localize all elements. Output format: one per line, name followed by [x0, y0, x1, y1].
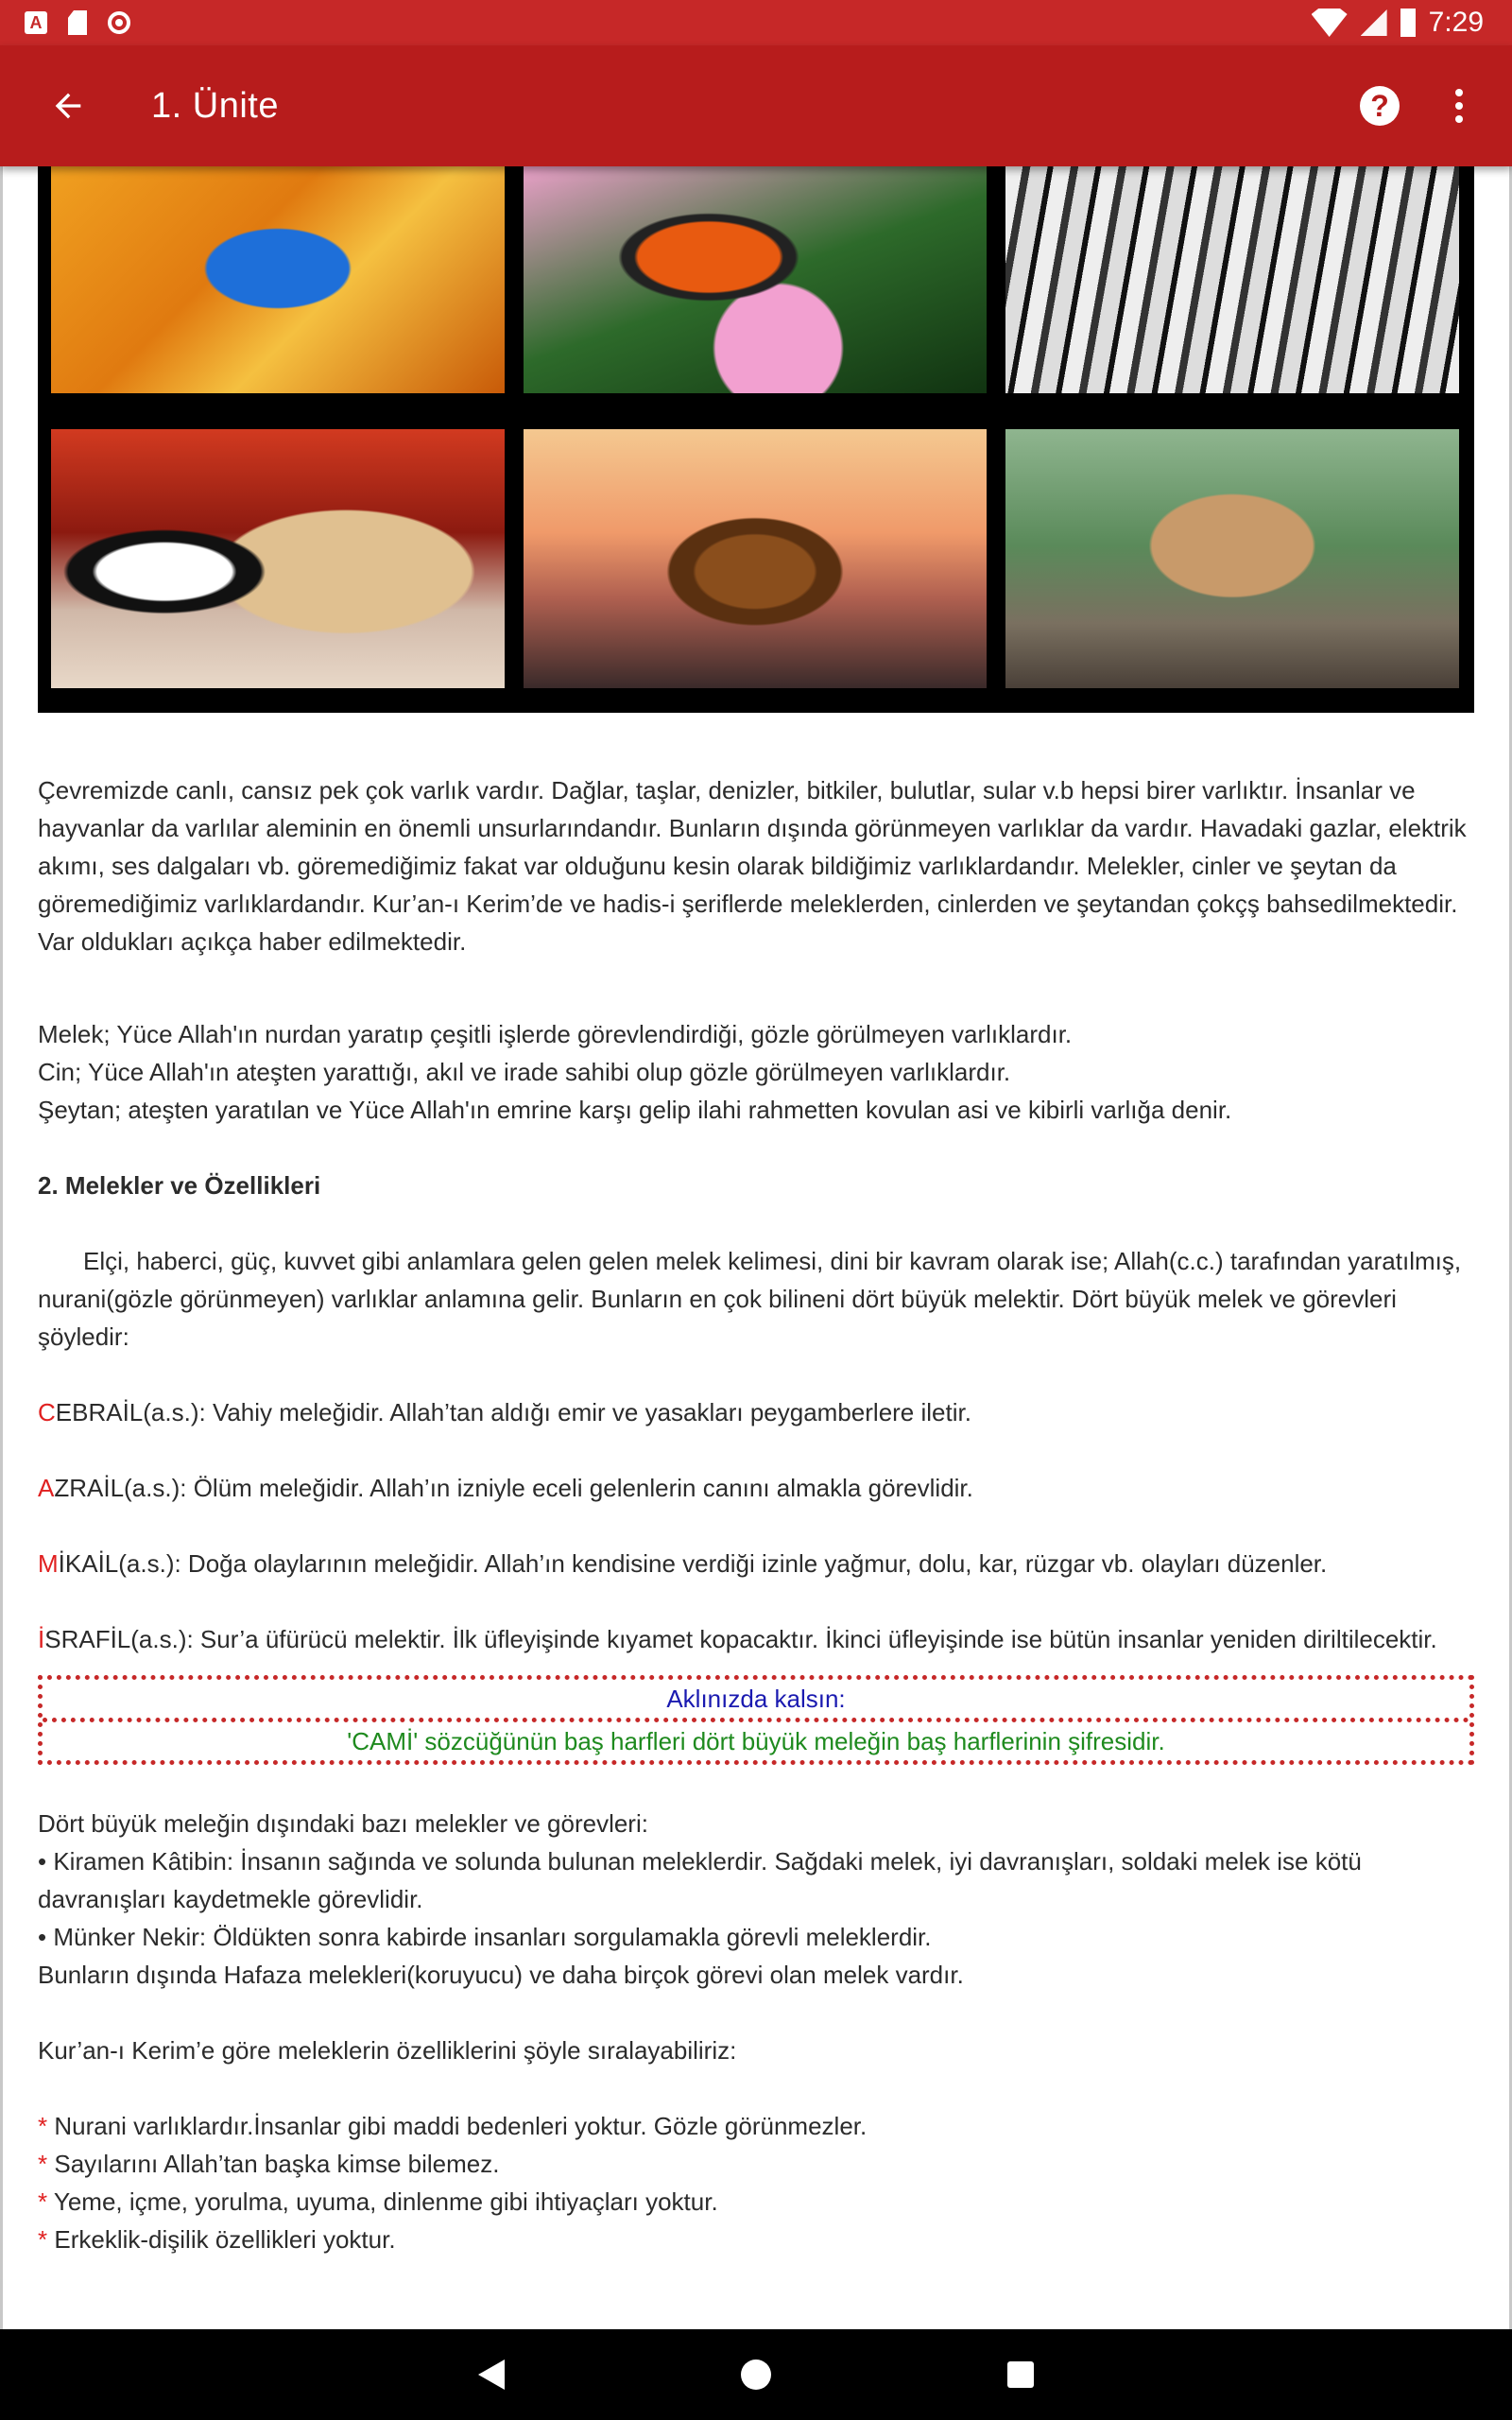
animal-photo-collage [38, 166, 1474, 713]
help-circle-icon: ? [1360, 86, 1400, 126]
status-bar [0, 0, 1512, 45]
article-text [38, 771, 1474, 2258]
help-button[interactable] [1349, 76, 1410, 136]
reminder-title: Aklınızda kalsın: [43, 1680, 1469, 1722]
angel-initial: M [38, 1549, 59, 1578]
other-angels-outro: Bunların dışında Hafaza melekleri(koruyucu) ve daha birçok görevi olan melek vardır. [38, 1961, 964, 1989]
angel-israfil [38, 1620, 1474, 1658]
definition-seytan: Şeytan; ateşten yaratılan ve Yüce Allah'ın emrine karşı gelip ilahi rahmetten kovulan asi ve kibirli varlığa denir. [38, 1096, 1232, 1124]
other-angel-munker-nekir: • Münker Nekir: Öldükten sonra kabirde insanları sorgulamakla görevli meleklerdir. [38, 1923, 932, 1951]
angel-initial: A [38, 1474, 55, 1502]
more-options-button[interactable] [1429, 76, 1489, 136]
feature-item: * Erkeklik-dişilik özellikleri yoktur. [38, 2225, 396, 2254]
puppy-and-kitten-photo [51, 429, 505, 688]
arrow-left-icon [49, 87, 87, 125]
app-bar [0, 45, 1512, 166]
angel-description: ZRAİL(a.s.): Ölüm meleğidir. Allah’ın izniyle eceli gelenlerin canını almakla görevlidir. [54, 1474, 973, 1502]
app-actions [1349, 76, 1512, 136]
feature-item: * Sayılarını Allah’tan başka kimse bilemez. [38, 2150, 500, 2178]
intro-paragraph: Çevremizde canlı, cansız pek çok varlık vardır. Dağlar, taşlar, denizler, bitkiler, bulutlar, sular v.b hepsi birer varlıktır. İnsanlar ve hayvanlar da varlılar aleminin en önemli unsurlarındandır. Bunların dışında görünmeyen varlıklar da vardır. Havadaki gazlar, elektrik akımı, ses dalgaları vb. göremediğimiz fakat var olduğunu kesin olarak bildiğimiz varlıklardandır. Melekler, cinler ve şeytan da göremediğimiz varlıklardandır. Kur’an-ı Kerim’de ve hadis-i şeriflerde meleklerden, cinlerden ve şeytandan çokçş bahsedilmektedir. Var oldukları açıkça haber edilmektedir. [38, 776, 1467, 956]
angel-cebrail [38, 1393, 1474, 1431]
nav-back-icon[interactable] [478, 2360, 505, 2390]
bullet-star-icon: * [38, 2112, 48, 2140]
angel-initial: C [38, 1398, 56, 1426]
features-intro: Kur’an-ı Kerim’e göre meleklerin özelliklerini şöyle sıralayabiliriz: [38, 2036, 737, 2065]
definition-cin: Cin; Yüce Allah'ın ateşten yarattığı, akıl ve irade sahibi olup gözle görülmeyen varlıklardır. [38, 1058, 1011, 1086]
lion-photo [524, 429, 987, 688]
section-title: 2. Melekler ve Özellikleri [38, 1171, 321, 1200]
cell-signal-icon [1361, 9, 1387, 36]
page-title: 1. Ünite [151, 85, 279, 126]
recording-icon [108, 11, 130, 34]
status-left-icons [0, 10, 130, 35]
wifi-icon [1312, 9, 1348, 37]
section-intro: Elçi, haberci, güç, kuvvet gibi anlamlara gelen gelen melek kelimesi, dini bir kavram olarak ise; Allah(c.c.) tarafından yaratılmış, nurani(gözle görünmeyen) varlıklar anlamına gelir. Bunların en çok bilineni dört büyük melektir. Dört büyük melek ve görevleri şöyledir: [38, 1247, 1462, 1351]
angel-description: SRAFİL(a.s.): Sur’a üfürücü melektir. İlk üfleyişinde kıyamet kopacaktır. İkinci üfleyişinde ise bütün insanlar yeniden diriltilecektir. [44, 1625, 1437, 1653]
cougar-cub-photo [1005, 429, 1459, 688]
content-scroll-area[interactable] [0, 166, 1512, 2329]
more-vert-icon [1455, 89, 1463, 96]
butterfly-photo [524, 166, 987, 393]
other-angel-kiramen-katibin: • Kiramen Kâtibin: İnsanın sağında ve solunda bulunan meleklerdir. Sağdaki melek, iyi davranışları, soldaki melek ise kötü davranışları kaydetmekle görevlidir. [38, 1847, 1362, 1913]
angel-azrail [38, 1469, 1474, 1507]
system-navigation-bar [0, 2329, 1512, 2420]
other-angels-intro: Dört büyük meleğin dışındaki bazı melekler ve görevleri: [38, 1809, 648, 1838]
content-left-border [0, 166, 3, 2329]
feature-item: * Nurani varlıklardır.İnsanlar gibi maddi bedenleri yoktur. Gözle görünmezler. [38, 2112, 868, 2140]
nav-home-icon[interactable] [741, 2360, 771, 2390]
definition-melek: Melek; Yüce Allah'ın nurdan yaratıp çeşitli işlerde görevlendirdiği, gözle görülmeyen varlıklardır. [38, 1020, 1073, 1048]
angel-mikail [38, 1545, 1474, 1582]
feature-item: * Yeme, içme, yorulma, uyuma, dinlenme gibi ihtiyaçları yoktur. [38, 2187, 718, 2216]
angel-description: İKAİL(a.s.): Doğa olaylarının meleğidir. Allah’ın kendisine verdiği izinle yağmur, dolu, kar, rüzgar vb. olayları düzenler. [58, 1549, 1328, 1578]
nav-recents-icon[interactable] [1007, 2361, 1034, 2388]
tiger-photo [1005, 166, 1459, 393]
bird-photo [51, 166, 505, 393]
status-right-icons [1312, 7, 1512, 39]
bullet-star-icon: * [38, 2150, 48, 2178]
status-time: 7:29 [1428, 7, 1484, 38]
back-button[interactable] [30, 68, 106, 144]
reminder-body: 'CAMİ' sözcüğünün baş harfleri dört büyük meleğin baş harflerinin şifresidir. [347, 1727, 1165, 1755]
reminder-box [38, 1675, 1474, 1765]
sd-card-icon [68, 10, 87, 35]
angel-description: EBRAİL(a.s.): Vahiy meleğidir. Allah’tan aldığı emir ve yasakları peygamberlere iletir. [55, 1398, 971, 1426]
battery-icon [1400, 9, 1416, 37]
a-notification-icon: A [25, 11, 47, 34]
bullet-star-icon: * [38, 2187, 48, 2216]
bullet-star-icon: * [38, 2225, 48, 2254]
angel-initial: İ [38, 1625, 45, 1653]
